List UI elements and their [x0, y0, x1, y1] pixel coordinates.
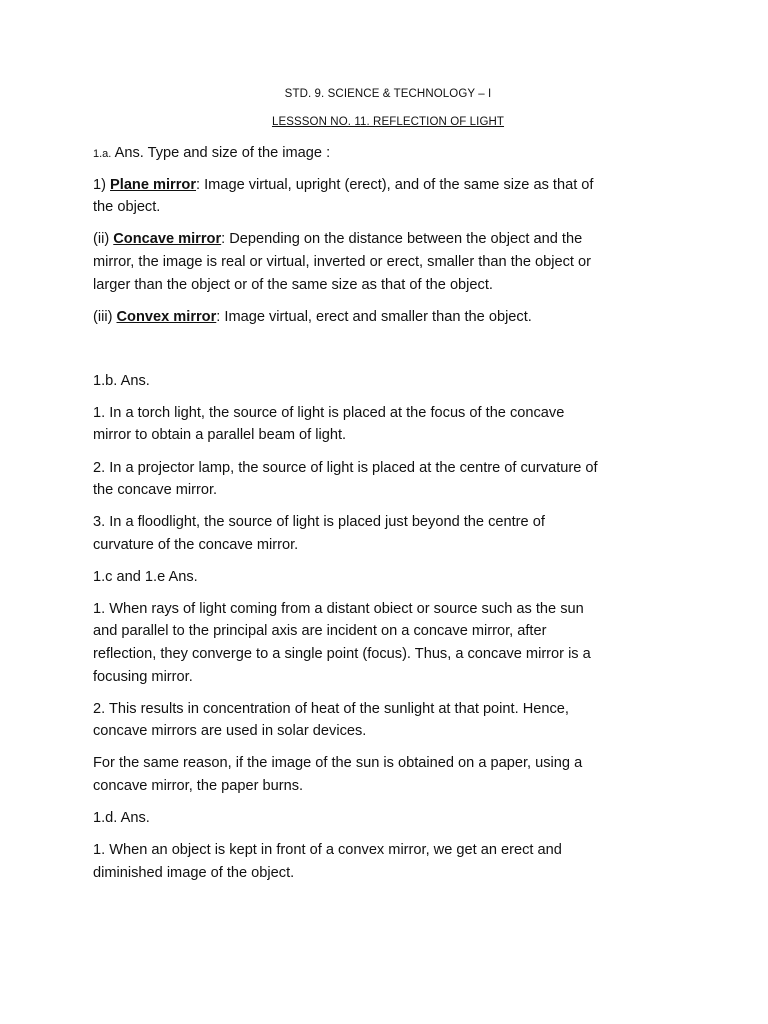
answer-1b-1-line-1: 1. In a torch light, the source of light is placed at the focus of the concave	[93, 405, 565, 421]
concave-mirror-line-1	[93, 228, 683, 251]
concave-mirror-line-3: larger than the object or of the same size as that of the object.	[93, 277, 493, 293]
answer-1b-3-line-2: curvature of the concave mirror.	[93, 537, 299, 553]
document-subject-header: STD. 9. SCIENCE & TECHNOLOGY – I	[284, 88, 492, 100]
answer-1b-3-line-1: 3. In a floodlight, the source of light is placed just beyond the centre of	[93, 514, 545, 530]
answer-1d-1-line-2: diminished image of the object.	[93, 865, 295, 881]
document-page	[93, 0, 683, 1024]
concave-mirror-line-2: mirror, the image is real or virtual, inverted or erect, smaller than the object or	[93, 254, 592, 270]
answer-1ce-2-line-2: concave mirrors are used in solar devices.	[93, 723, 367, 739]
plane-mirror-text: : Image virtual, upright (erect), and of the same size as that of	[196, 177, 594, 193]
answer-1b-1-line-2: mirror to obtain a parallel beam of light.	[93, 427, 347, 443]
question-1a-title: Ans. Type and size of the image :	[111, 145, 331, 161]
answer-1ce-1-line-3: reflection, they converge to a single point (focus). Thus, a concave mirror is a	[93, 646, 591, 662]
term-plane-mirror: Plane mirror	[110, 177, 197, 193]
convex-mirror-text: : Image virtual, erect and smaller than the object.	[216, 309, 532, 325]
lesson-title: LESSSON NO. 11. REFLECTION OF LIGHT	[271, 116, 505, 128]
answer-1ce-3-line-2: concave mirror, the paper burns.	[93, 778, 304, 794]
concave-mirror-text: : Depending on the distance between the object and the	[221, 231, 583, 247]
answer-1ce-2-line-1: 2. This results in concentration of heat of the sunlight at that point. Hence,	[93, 701, 569, 717]
question-1a-number: 1.a.	[93, 148, 112, 160]
answer-1ce-1-line-2: and parallel to the principal axis are incident on a concave mirror, after	[93, 623, 547, 639]
answer-1ce-1-line-1: 1. When rays of light coming from a distant obiect or source such as the sun	[93, 601, 584, 617]
question-1c-1e-heading: 1.c and 1.e Ans.	[93, 569, 198, 585]
answer-1b-2-line-1: 2. In a projector lamp, the source of light is placed at the centre of curvature of	[93, 460, 598, 476]
convex-mirror-line-1	[93, 306, 683, 329]
plane-mirror-line-2: the object.	[93, 199, 161, 215]
answer-1b-2-line-2: the concave mirror.	[93, 482, 218, 498]
term-convex-mirror: Convex mirror	[116, 309, 217, 325]
item-number: (ii)	[93, 231, 114, 247]
term-concave-mirror: Concave mirror	[113, 231, 222, 247]
item-number: 1)	[93, 177, 111, 193]
plane-mirror-line-1	[93, 174, 683, 197]
question-1d-heading: 1.d. Ans.	[93, 810, 150, 826]
answer-1ce-1-line-4: focusing mirror.	[93, 669, 193, 685]
answer-1ce-3-line-1: For the same reason, if the image of the sun is obtained on a paper, using a	[93, 755, 583, 771]
item-number: (iii)	[93, 309, 117, 325]
question-1a-heading	[93, 142, 683, 166]
question-1b-heading: 1.b. Ans.	[93, 373, 150, 389]
answer-1d-1-line-1: 1. When an object is kept in front of a convex mirror, we get an erect and	[93, 842, 562, 858]
